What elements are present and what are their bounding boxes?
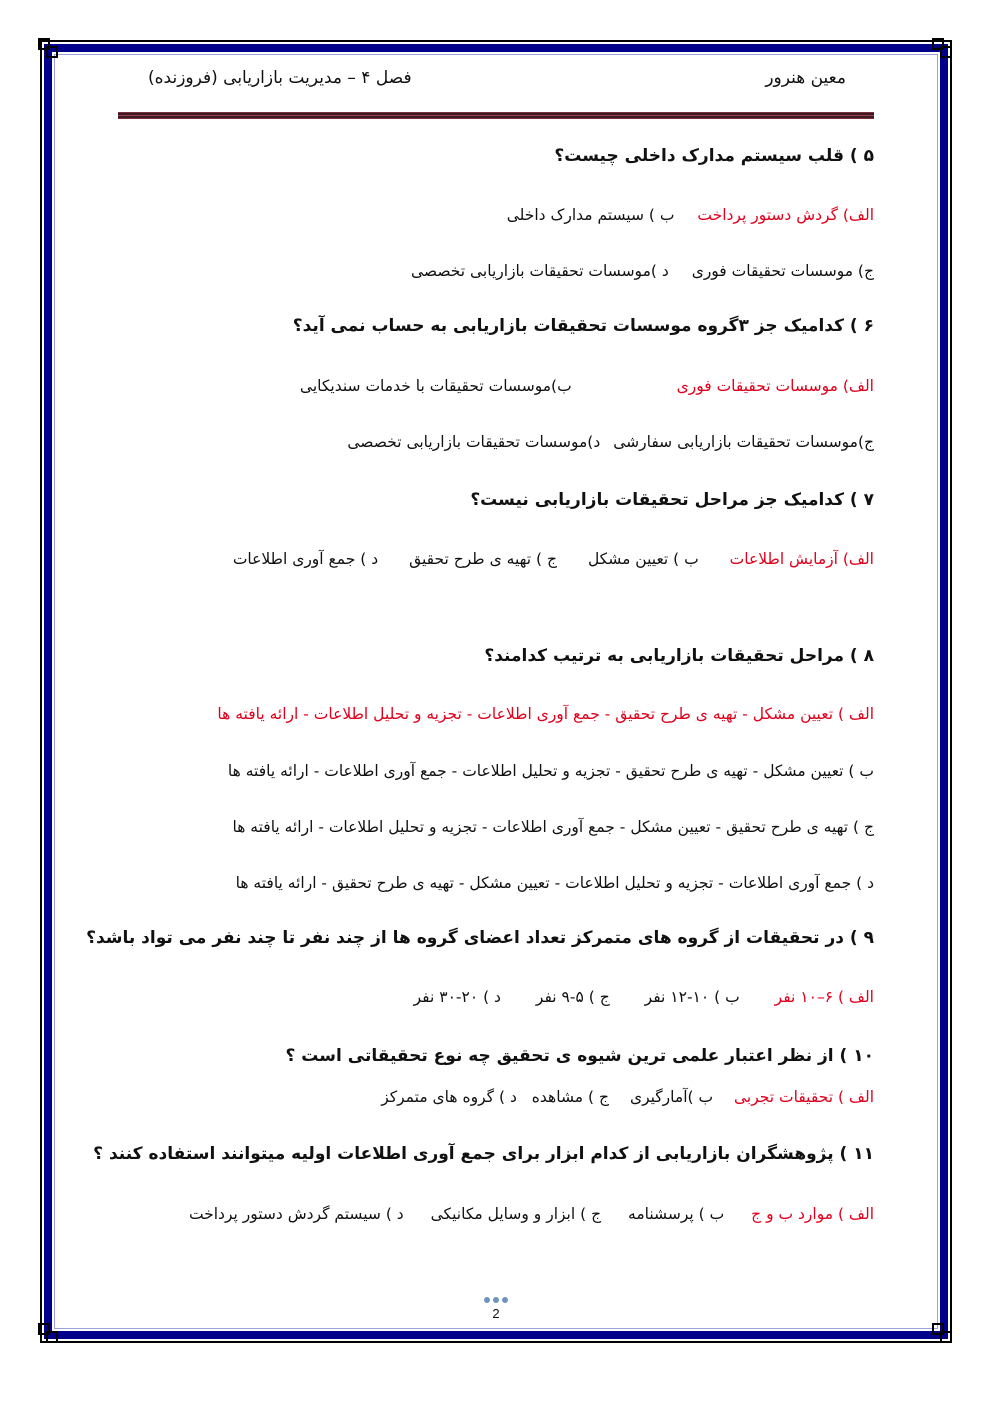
question-6-options-2 <box>347 433 874 451</box>
option-correct: الف ) ۶–۱۰ نفر <box>774 988 874 1006</box>
option: ج ) تهیه ی طرح تحقیق - تعیین مشکل - جمع آوری اطلاعات - تجزیه و تحلیل اطلاعات - ارائه یافته ها <box>232 818 874 836</box>
corner-ornament-icon <box>932 1323 954 1345</box>
question-10-options <box>381 1088 874 1106</box>
option: د ) ۲۰-۳۰ نفر <box>413 988 501 1006</box>
option: ج) موسسات تحقیقات فوری <box>691 262 874 280</box>
question-5: ۵ ) قلب سیستم مدارک داخلی چیست؟ <box>554 146 874 166</box>
option: ب ) پرسشنامه <box>628 1205 725 1223</box>
question-11: ۱۱ ) پژوهشگران بازاریابی از کدام ابزار برای جمع آوری اطلاعات اولیه میتوانند استفاده کنند ؟ <box>93 1144 874 1164</box>
author-name: معین هنرور <box>765 68 846 88</box>
question-7: ۷ ) کدامیک جز مراحل تحقیقات بازاریابی نیست؟ <box>470 490 874 510</box>
option-correct: الف ) موارد ب و ج <box>751 1205 874 1223</box>
option: د ) جمع آوری اطلاعات <box>232 550 379 568</box>
corner-ornament-icon <box>38 38 60 60</box>
question-8-option-d <box>236 874 874 892</box>
chapter-title: فصل ۴ – مدیریت بازاریابی (فروزنده) <box>148 68 412 88</box>
question-9-options <box>414 988 874 1006</box>
question-11-options <box>189 1205 874 1223</box>
page-number: 2 <box>492 1306 500 1321</box>
option: ب )آمارگیری <box>629 1088 714 1106</box>
question-6: ۶ ) کدامیک جز ۳گروه موسسات تحقیقات بازاریابی به حساب نمی آید؟ <box>292 316 874 336</box>
question-5-options-2 <box>411 262 874 280</box>
question-8: ۸ ) مراحل تحقیقات بازاریابی به ترتیب کدامند؟ <box>484 646 874 666</box>
option: د ) گروه های متمرکز <box>381 1088 517 1106</box>
page-border-inner <box>54 54 938 1329</box>
option: ج)موسسات تحقیقات بازاریابی سفارشی <box>613 433 874 451</box>
question-9: ۹ ) در تحقیقات از گروه های متمرکز تعداد اعضای گروه ها از چند نفر تا چند نفر می تواد باشد؟ <box>86 928 874 948</box>
option: د ) سیستم گردش دستور پرداخت <box>188 1205 404 1223</box>
corner-ornament-icon <box>932 38 954 60</box>
header-divider <box>118 112 874 119</box>
question-8-option-b <box>228 762 874 780</box>
page-footer <box>0 1288 992 1321</box>
option: د )موسسات تحقیقات بازاریابی تخصصی <box>410 262 669 280</box>
option: ب ) تعیین مشکل <box>587 550 699 568</box>
corner-ornament-icon <box>38 1323 60 1345</box>
page-header <box>118 64 874 100</box>
question-6-options-1 <box>300 377 874 395</box>
option-correct: الف ) تحقیقات تجربی <box>734 1088 874 1106</box>
option: ج ) تهیه ی طرح تحقیق <box>409 550 557 568</box>
option: د ) جمع آوری اطلاعات - تجزیه و تحلیل اطلاعات - تعیین مشکل - تهیه ی طرح تحقیق - ارائه یافته ها <box>235 874 874 892</box>
footer-dots-icon <box>484 1297 508 1303</box>
question-8-option-c <box>232 818 874 836</box>
question-10: ۱۰ ) از نظر اعتبار علمی ترین شیوه ی تحقیق چه نوع تحقیقاتی است ؟ <box>285 1046 874 1066</box>
option: ج ) ابزار و وسایل مکانیکی <box>430 1205 602 1223</box>
question-8-option-a <box>217 705 874 723</box>
option-correct: الف ) تعیین مشکل - تهیه ی طرح تحقیق - جمع آوری اطلاعات - تجزیه و تحلیل اطلاعات - ارائه یافته ها <box>217 705 874 723</box>
option: ب)موسسات تحقیقات با خدمات سندیکایی <box>299 377 572 395</box>
option: د)موسسات تحقیقات بازاریابی تخصصی <box>347 433 601 451</box>
option: ب ) ۱۰-۱۲ نفر <box>644 988 740 1006</box>
option: ب ) سیستم مدارک داخلی <box>506 206 675 224</box>
option-correct: الف) موسسات تحقیقات فوری <box>676 377 874 395</box>
option: ج ) ۵-۹ نفر <box>535 988 610 1006</box>
option-correct: الف) آزمایش اطلاعات <box>729 550 874 568</box>
option-correct: الف) گردش دستور پرداخت <box>697 206 874 224</box>
option: ج ) مشاهده <box>531 1088 609 1106</box>
option: ب ) تعیین مشکل - تهیه ی طرح تحقیق - تجزیه و تحلیل اطلاعات - جمع آوری اطلاعات - ارائه یافته ها <box>227 762 874 780</box>
question-5-options-1 <box>507 206 874 224</box>
question-7-options <box>233 550 874 568</box>
